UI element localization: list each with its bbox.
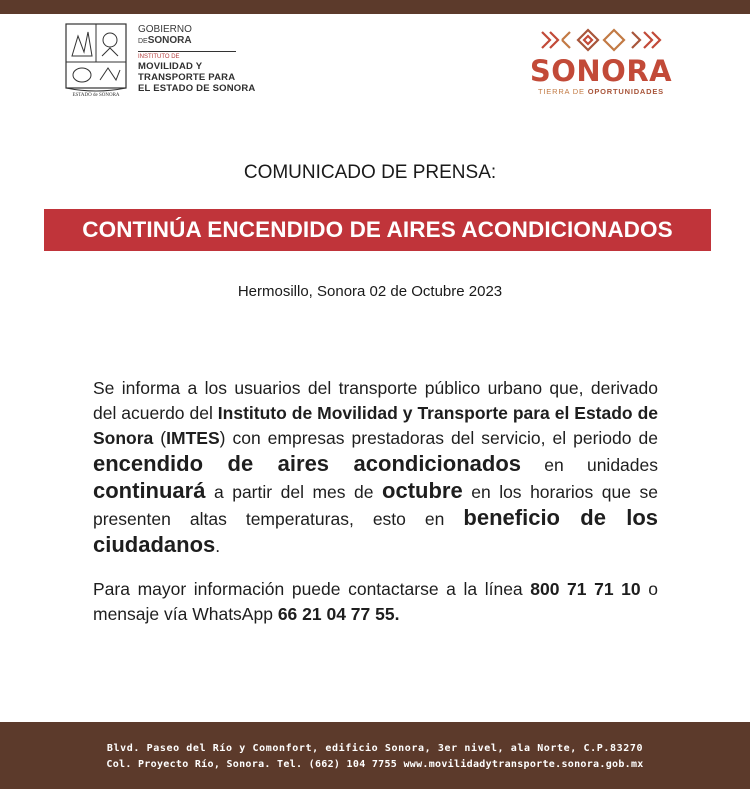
- gov-label: GOBIERNO: [138, 24, 192, 35]
- gov-de: DE: [138, 38, 148, 45]
- institute-name-line2: TRANSPORTE PARA: [138, 72, 236, 83]
- highlight-benefit: beneficio de los ciudadanos: [93, 505, 658, 557]
- logo-divider: [138, 51, 236, 52]
- institute-name-line3: EL ESTADO DE SONORA: [138, 83, 256, 94]
- footer-contact: Col. Proyecto Río, Sonora. Tel. (662) 104 7755 www.movilidadytransporte.sonora.gob.mx: [106, 759, 644, 770]
- institute-logo: [64, 22, 294, 100]
- top-bar: [0, 0, 750, 14]
- announcement-paragraph: Se informa a los usuarios del transporte público urbano que, derivado del acuerdo del Instituto de Movilidad y Transporte para el Estado de Sonora (IMTES) con empresas prestadoras del servicio, el periodo de encendido de aires acondicionados en unidades continuará a partir del mes de octubre en los horarios que se presenten altas temperaturas, esto en beneficio de los ciudadanos.: [93, 378, 658, 557]
- institute-full-name: Instituto de Movilidad y Transporte para el Estado de Sonora: [93, 403, 658, 448]
- institute-acronym: IMTES: [166, 428, 220, 448]
- whatsapp-number: 66 21 04 77 55.: [277, 604, 400, 624]
- highlight-continues: continuará: [93, 478, 206, 503]
- headline-banner: CONTINÚA ENCENDIDO DE AIRES ACONDICIONADOS: [44, 209, 711, 251]
- announcement-body: [93, 376, 658, 627]
- brand-tagline-prefix: TIERRA DE: [538, 87, 585, 96]
- phone-number: 800 71 71 10: [530, 579, 641, 599]
- footer-bar: [0, 722, 750, 789]
- highlight-october: octubre: [382, 478, 463, 503]
- state-seal-icon: [64, 22, 128, 98]
- highlight-ac: encendido de aires acondicionados: [93, 451, 522, 476]
- press-release-label: COMUNICADO DE PRENSA:: [243, 162, 497, 183]
- contact-paragraph: Para mayor información puede contactarse a la línea 800 71 71 10 o mensaje vía WhatsApp 66 21 04 77 55.: [93, 579, 658, 624]
- footer-address: Blvd. Paseo del Río y Comonfort, edificio Sonora, 3er nivel, ala Norte, C.P.83270: [106, 743, 644, 754]
- sonora-brand-logo: [526, 24, 676, 100]
- gov-state-name: SONORA: [147, 35, 192, 46]
- brand-name: SONORA: [529, 54, 673, 88]
- brand-tagline-emph: OPORTUNIDADES: [587, 87, 664, 96]
- brand-tagline: [526, 87, 676, 96]
- institute-tag: INSTITUTO DE: [138, 54, 180, 60]
- brand-pattern-icon: [538, 26, 664, 56]
- institute-name-line1: MOVILIDAD Y: [138, 61, 203, 72]
- dateline: Hermosillo, Sonora 02 de Octubre 2023: [237, 283, 503, 300]
- seal-caption: ESTADO de SONORA: [72, 93, 120, 98]
